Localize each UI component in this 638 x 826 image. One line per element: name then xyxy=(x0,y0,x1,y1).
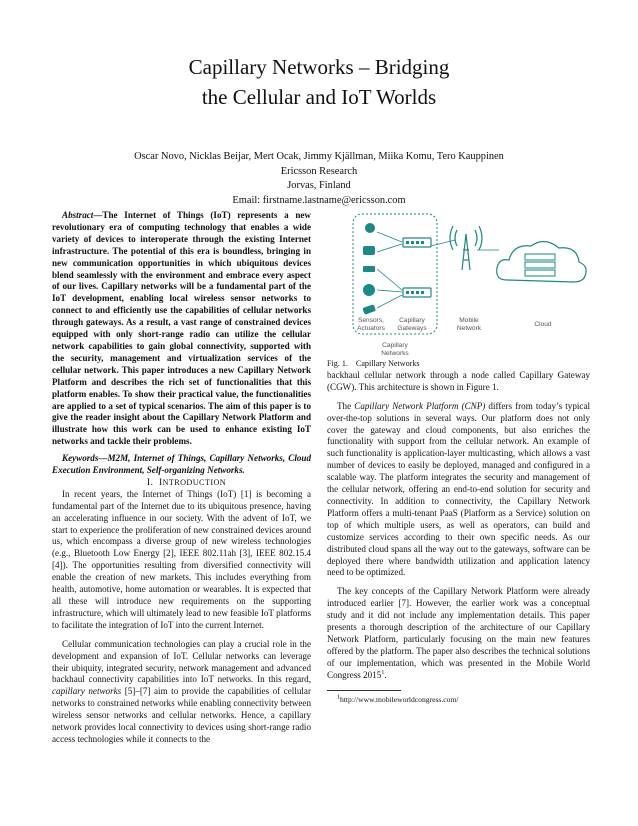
section-title-first: I xyxy=(158,476,163,488)
footnote-mark: 1 xyxy=(337,694,340,701)
footnote-link[interactable]: http://www.mobileworldcongress.com/ xyxy=(340,694,459,704)
antenna-icon xyxy=(450,226,482,270)
intro-p2-end: [5]–[7] aim to provide the capabilities of cellular networks to constrained networks while enabling connectivity between wireless sensor networks and cellular networks. Hence, a capillary network provides local connectivity to devices using short-range radio access technologies while it connects to the xyxy=(52,686,311,744)
intro-p2-em: capillary networks xyxy=(52,686,122,697)
label-cap-net-1: Capillary xyxy=(382,342,408,349)
abstract-label: Abstract xyxy=(62,210,94,220)
right-paragraph-1: backhaul cellular network through a node called Capillary Gateway (CGW). This architecture is shown in Figure 1. xyxy=(327,369,590,392)
label-gateways xyxy=(393,317,431,333)
keywords-text: —M2M, Internet of Things, Capillary Networks, Cloud Execution Environment, Self-organizing Networks. xyxy=(52,453,311,476)
footnote xyxy=(327,694,590,706)
label-cap-net-2: Networks xyxy=(381,350,409,357)
caption-label: Fig. 1. xyxy=(327,359,348,368)
right-paragraph-2 xyxy=(327,401,590,580)
footnote-ref: 1 xyxy=(381,669,385,676)
label-sensors xyxy=(353,317,389,333)
author-block xyxy=(0,150,638,208)
section-number: I. xyxy=(146,476,154,488)
caption-text: Capillary Networks xyxy=(355,359,420,368)
abstract-text: —The Internet of Things (IoT) represents a new revolutionary era of computing technology that enables a wide variety of devices to interoperate through the existing Internet infrastructure. The potential of this era is boundless, bringing in new communication opportunities in which ubiquitous devices blend seamlessly with the environment and embrace every aspect of our lives. Capillary networks will be a fundamental part of the IoT development, enabling local wireless sensor networks to connect to and efficiently use the capabilities of cellular networks through gateways. As a result, a vast range of constrained devices equipped with only short-range radio can utilize the cellular network capabilities to gain global connectivity, supported with the security, management and virtualization services of the cellular network. This paper introduces a new Capillary Network Platform and describes the rich set of functionalities that this platform enables. To show their practical value, the functionalities are applied to a set of typical scenarios. The aim of this paper is to give the reader insight about the Capillary Network Platform and illustrate how this work can be used to enhance existing IoT networks and tackle their problems. xyxy=(52,210,311,447)
left-column xyxy=(52,210,311,746)
intro-paragraph-2 xyxy=(52,639,311,746)
author-list: Oscar Novo, Nicklas Beijar, Mert Ocak, Jimmy Kjällman, Miika Komu, Tero Kauppinen xyxy=(134,151,504,162)
capillary-box xyxy=(353,214,437,334)
location: Jorvas, Finland xyxy=(287,180,351,191)
title-line-1: Capillary Networks – Bridging xyxy=(188,55,450,79)
keywords xyxy=(52,453,311,477)
label-sensors-1: Sensors, xyxy=(357,317,385,324)
right-p3: The key concepts of the Capillary Network Platform were already introduced earlier [7]. However, the earlier work was a conceptual study and it did not include any implementation details. This paper presents a thorough description of the architecture of our Capillary Network Platform, particularly focusing on the main new features offered by the platform. The paper also describes the technical solutions of our implementation, which was presented in the Mobile World Congress 2015 xyxy=(327,586,590,680)
label-gateways-1: Capillary xyxy=(399,317,425,324)
title-line-2: the Cellular and IoT Worlds xyxy=(201,85,437,109)
keywords-label: Keywords xyxy=(62,453,99,464)
abstract xyxy=(52,210,311,448)
right-column xyxy=(327,210,590,705)
section-title-rest: NTRODUCTION xyxy=(162,477,227,487)
figure-capillary-networks xyxy=(327,210,590,346)
sensor-icon xyxy=(362,223,376,315)
label-mobile-1: Mobile xyxy=(459,317,479,324)
label-cloud: Cloud xyxy=(534,321,552,328)
email: Email: firstname.lastname@ericsson.com xyxy=(232,194,406,206)
label-capillary-networks xyxy=(353,342,437,358)
label-gateways-2: Gateways xyxy=(397,325,427,332)
right-p2-em: Capillary Network Platform (CNP) xyxy=(354,400,486,411)
intro-p2-start: Cellular communication technologies can play a crucial role in the development and expansion of IoT. Cellular networks can leverage their ubiquity, integrated security, network management and advanced backhaul connectivity capabilities into IoT networks. In this regard, xyxy=(52,638,311,685)
section-heading xyxy=(52,477,311,489)
label-mobile-network xyxy=(447,317,491,333)
label-sensors-2: Actuators xyxy=(357,325,385,332)
figure-caption xyxy=(327,358,590,370)
right-paragraph-3 xyxy=(327,586,590,681)
paper-title xyxy=(0,52,638,112)
right-p2-start: The xyxy=(337,400,355,411)
right-p3-end: . xyxy=(384,669,387,680)
right-p2-end: differs from today’s typical over-the-top solutions in several ways. Our platform does not only cover the gateway and cloud components, but also enriches the functionality with support from the cellular network. An example of such functionality is application-layer multicasting, which allows a vast number of devices to easily be deployed, managed and configured in a scalable way. The platform integrates the security and management of the cellular network, offering an end-to-end solution for security and connectivity. In addition to connectivity, the Capillary Network Platform offers a multi-tenant PaaS (Platform as a Service) solution on top of which multiple users, as well as operators, can build and customize services according to their own specific needs. As our distributed cloud spans all the way out to the gateways, software can be deployed there where bandwidth utilization and application latency need to be optimized. xyxy=(327,400,591,578)
label-mobile-2: Network xyxy=(456,325,482,332)
footnote-rule xyxy=(327,690,401,691)
gateway-icon xyxy=(403,238,431,297)
affiliation: Ericsson Research xyxy=(280,165,358,177)
intro-paragraph-1: In recent years, the Internet of Things (IoT) [1] is becoming a fundamental part of the Internet due to its ubiquitous presence, having an accelerating influence in our society. With the advent of IoT, we start to experience the proliferation of new constrained devices around us, which encompass a diverse group of new wireless technologies (e.g., Bluetooth Low Energy [2], IEEE 802.11ah [3], IEEE 802.15.4 [4]). The opportunities resulting from diversified connectivity will enable the creation of new markets. This includes everything from health, automotive, home automation or wearables. It is expected that all these will introduce new requirements on the supporting infrastructure, which will ultimately lead to new feasible IoT platforms to facilitate the integration of IoT into the current Internet. xyxy=(52,488,311,630)
